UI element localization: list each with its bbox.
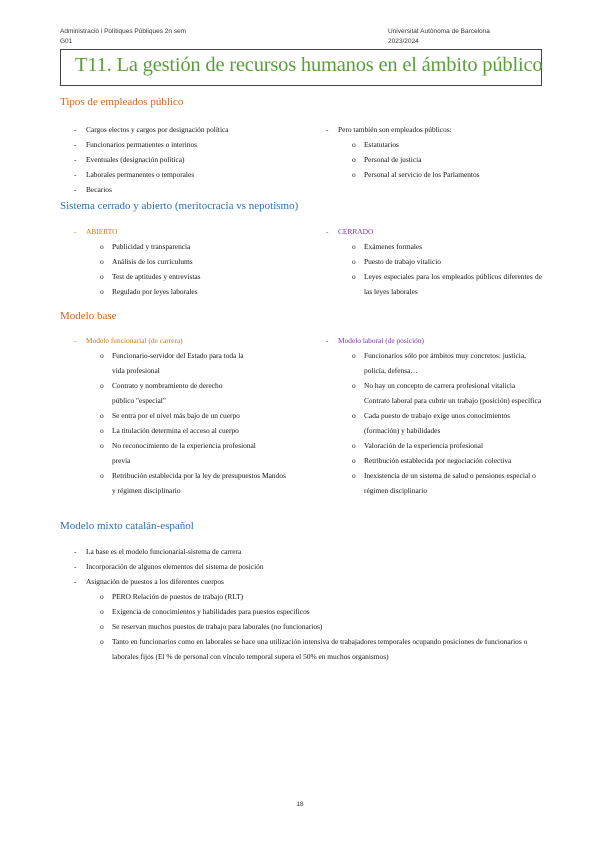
university-name: Universitat Autònoma de Barcelona bbox=[388, 28, 490, 35]
list-item: - Cargos electos y cargos por designación política bbox=[74, 125, 229, 134]
cerrado-list bbox=[312, 224, 542, 299]
academic-year: 2023/2024 bbox=[388, 38, 419, 45]
list-item: o Test de aptitudes y entrevistas bbox=[100, 272, 201, 281]
heading-modelo-base: Modelo base bbox=[60, 310, 117, 322]
abierto-label: - ABIERTO bbox=[74, 227, 118, 236]
laboral-label: - Modelo laboral (de posición) bbox=[326, 336, 424, 345]
heading-tipos: Tipos de empleados público bbox=[60, 96, 184, 108]
list-item: - Funcionarios permanentes o interinos bbox=[74, 140, 198, 149]
list-item: o Personal al servicio de los Parlamentos bbox=[352, 170, 480, 179]
heading-sistema: Sistema cerrado y abierto (meritocracia vs nepotismo) bbox=[60, 200, 299, 212]
list-item: o Exigencia de conocimientos y habilidades para puestos específicos bbox=[100, 607, 310, 616]
running-header-right bbox=[388, 27, 490, 47]
list-item: - Asignación de puestos a los diferentes cuerpos bbox=[74, 577, 224, 586]
list-item: o Valoración de la experiencia profesional bbox=[352, 441, 484, 450]
list-item: o Publicidad y transparencia bbox=[100, 242, 191, 251]
list-item: - Becarios bbox=[74, 185, 112, 194]
list-item: o Inexistencia de un sistema de salud o pensiones especial o régimen disciplinario bbox=[352, 471, 536, 495]
list-item: - Incorporación de algunos elementos del sistema de posición bbox=[74, 562, 264, 571]
list-item: o Tanto en funcionarios como en laborales se hace una utilización intensiva de trabajadores temporales ocupando posiciones de funcionarios o laborales fijos (El % de personal con vínculo temporal supera el 50% en muchos organismos) bbox=[100, 637, 528, 661]
page-number: 18 bbox=[296, 801, 304, 808]
cerrado-label: - CERRADO bbox=[326, 227, 374, 236]
course-name: Administració i Polítiques Públiques 2n sem bbox=[60, 28, 187, 35]
group-code: G01 bbox=[60, 38, 73, 45]
list-item: - Pero también son empleados públicos: bbox=[326, 125, 452, 134]
page-title: T11. La gestión de recursos humanos en el ámbito público bbox=[75, 54, 543, 76]
list-item: o No reconocimiento de la experiencia profesional previa bbox=[100, 441, 256, 465]
list-item: o Puesto de trabajo vitalicio bbox=[352, 257, 441, 266]
list-item: o No hay un concepto de carrera profesional vitalicia Contrato laboral para cubrir un trabajo (posición) específica bbox=[352, 381, 542, 405]
laboral-list bbox=[312, 333, 542, 498]
list-item: o Personal de justicia bbox=[352, 155, 422, 164]
list-item: - Laborales permanentes o temporales bbox=[74, 170, 195, 179]
funcionarial-list bbox=[60, 333, 300, 498]
list-item: o Funcionarios sólo por ámbitos muy concretos: justicia, policía, defensa… bbox=[352, 351, 526, 375]
abierto-list bbox=[60, 224, 315, 299]
title-box bbox=[60, 49, 542, 86]
list-item: o Leyes especiales para los empleados públicos diferentes de las leyes laborales bbox=[352, 272, 542, 296]
list-item: o Estatutarios bbox=[352, 140, 399, 149]
list-item: o Retribución establecida por negociación colectiva bbox=[352, 456, 512, 465]
list-item: o Cada puesto de trabajo exige unos conocimientos (formación) y habilidades bbox=[352, 411, 511, 435]
tipos-left-list bbox=[60, 122, 315, 197]
list-item: - Eventuales (designación política) bbox=[74, 155, 185, 164]
list-item: o PERO Relación de puestos de trabajo (RLT) bbox=[100, 592, 244, 601]
list-item: o Análisis de los currículums bbox=[100, 257, 193, 266]
list-item: o La titulación determina el acceso al cuerpo bbox=[100, 426, 239, 435]
heading-modelo-mixto: Modelo mixto catalán-español bbox=[60, 520, 194, 532]
mixto-list bbox=[60, 544, 542, 664]
list-item: o Se reservan muchos puestos de trabajo para laborales (no funcionarios) bbox=[100, 622, 323, 631]
list-item: o Contrato y nombramiento de derecho público "especial" bbox=[100, 381, 223, 405]
list-item: o Se entra por el nivel más bajo de un cuerpo bbox=[100, 411, 240, 420]
tipos-right-list bbox=[312, 122, 542, 182]
funcionarial-label: - Modelo funcionarial (de carrera) bbox=[74, 336, 183, 345]
running-header-left bbox=[60, 27, 186, 47]
list-item: o Retribución establecida por la ley de presupuestos Mandos y régimen disciplinario bbox=[100, 471, 286, 495]
list-item: o Exámenes formales bbox=[352, 242, 423, 251]
list-item: o Funcionario-servidor del Estado para toda la vida profesional bbox=[100, 351, 244, 375]
list-item: o Regulado por leyes laborales bbox=[100, 287, 198, 296]
list-item: - La base es el modelo funcionarial-sistema de carrera bbox=[74, 547, 242, 556]
